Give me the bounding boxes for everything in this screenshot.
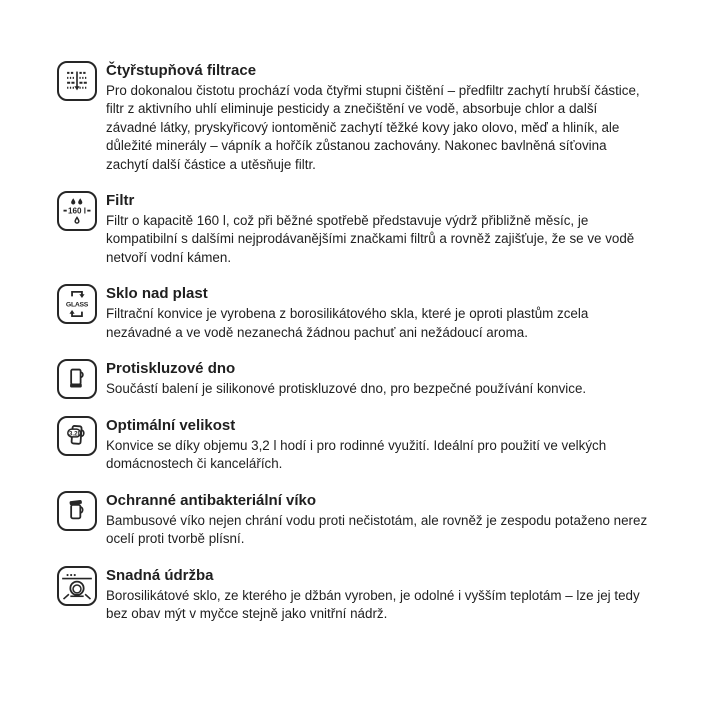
volume-label: 3.2l: [69, 430, 80, 438]
feature-body: Bambusové víko nejen chrání vodu proti nečistotám, ale rovněž je zespodu potaženo nerez ocelí proti tvorbě plísní.: [106, 512, 648, 547]
feature-optimal-size: [57, 416, 649, 474]
feature-body: Borosilikátové sklo, ze kterého je džbán vyroben, je odolné i vyšším teplotám – lze jej tedy bez obav mýt v myčce stejně jako vnitřní nádrž.: [106, 587, 640, 622]
feature-non-slip-base: [57, 359, 649, 399]
feature-list: [57, 61, 649, 641]
filter-capacity-icon: [57, 191, 97, 231]
feature-glass-over-plastic: [57, 284, 649, 342]
feature-body: Součástí balení je silikonové protiskluzové dno, pro bezpečné používání konvice.: [106, 381, 587, 397]
four-stage-filtration-icon: [57, 61, 97, 101]
feature-title: Optimální velikost: [106, 417, 236, 435]
glass-label: GLASS: [65, 301, 89, 309]
optimal-size-icon: [57, 416, 97, 456]
feature-filter-capacity: [57, 191, 649, 267]
feature-body: Filtr o kapacitě 160 l, což při běžné spotřebě představuje výdrž přibližně měsíc, je kompatibilní s dalšími nejprodávanějšími značkami filtrů a rovněž zajišťuje, že se ve vodě netvoří vodní kámen.: [106, 213, 635, 265]
feature-title: Čtyřstupňová filtrace: [106, 62, 257, 79]
feature-four-stage-filtration: [57, 61, 649, 174]
filter-capacity-label: 160 l: [68, 206, 86, 216]
feature-title: Snadná údržba: [106, 566, 214, 584]
feature-easy-maintenance: [57, 566, 649, 624]
feature-title: Ochranné antibakteriální víko: [106, 491, 317, 509]
feature-title: Filtr: [106, 192, 135, 210]
easy-maintenance-icon: [57, 566, 97, 606]
feature-title: Protiskluzové dno: [106, 360, 236, 378]
glass-over-plastic-icon: [57, 284, 97, 324]
feature-body: Konvice se díky objemu 3,2 l hodí i pro rodinné využití. Ideální pro použití ve velkých domácnostech či kancelářích.: [106, 438, 607, 472]
feature-body: Pro dokonalou čistotu prochází voda čtyřmi stupni čištění – předfiltr zachytí hrubší částice, filtr z aktivního uhlí eliminuje pesticidy a znečištění ve vodě, absorbuje chlor a další závadné látky, pryskyřicový iontoměnič zachytí těžké kovy jako olovo, měď a hliník, ale důležité minerály – vápník a hořčík zůstanou zachovány. Nakonec bavlněná síťovina zachytí další částice a utěsňuje filtr.: [106, 83, 640, 172]
feature-title: Sklo nad plast: [106, 285, 208, 303]
non-slip-base-icon: [57, 359, 97, 399]
feature-antibacterial-lid: [57, 491, 649, 549]
antibacterial-lid-icon: [57, 491, 97, 531]
feature-body: Filtrační konvice je vyrobena z borosilikátového skla, které je oproti plastům zcela nezávadné a ve vodě nezanechá žádnou pachuť ani nežádoucí aroma.: [106, 306, 589, 340]
